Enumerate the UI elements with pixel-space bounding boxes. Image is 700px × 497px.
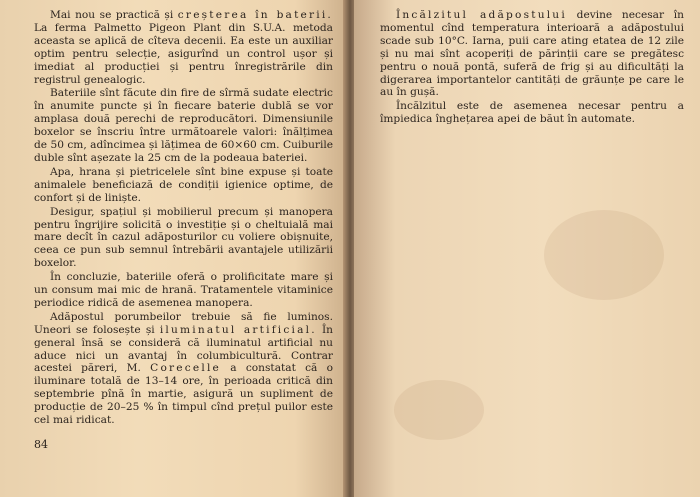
right-paragraph-1: Încălzitul adăpostului devine necesar în momentul cînd temperatura interioară a adăpostului scade sub 10°C. Iarna, puii care ating etatea de 12 zile și nu mai sînt acoperiți de părinții care se pregătesc pentru o nouă pontă, suferă de frig și au dificultăți la digerarea importantelor cantități de grăunțe pe care le au în gușă. (380, 9, 684, 99)
spaced-emphasis: iluminatul artificial. (159, 323, 317, 336)
left-paragraph-5: În concluzie, bateriile oferă o prolificitate mare și un consum mai mic de hrană. Tratamentele vitaminice periodice ridică de asemenea manopera. (34, 271, 333, 309)
left-paragraph-4: Desigur, spațiul și mobilierul precum și manopera pentru îngrijire solicită o investiție și o cheltuială mai mare decît în cazul adăposturilor cu voliere obișnuite, ceea ce pun sub semnul întrebării avantajele utilizării boxelor. (34, 205, 333, 270)
spaced-emphasis: Corecelle (150, 362, 222, 375)
page-number: 84 (34, 438, 48, 451)
left-page-text (34, 9, 333, 427)
right-page-text (380, 9, 684, 126)
paper-stain (544, 210, 664, 300)
right-page (354, 0, 700, 497)
paper-stain (394, 380, 484, 440)
spaced-emphasis: Încălzitul adăpostului (396, 9, 567, 21)
left-paragraph-1: Mai nou se practică și creșterea în baterii. La ferma Palmetto Pigeon Plant din S.U.A. metoda aceasta se aplică de cîteva decenii. Ea este un auxiliar optim pentru selecție, asigurînd un control ușor și imediat al producției și pentru înregistrările din registrul genealogic. (34, 9, 333, 86)
left-paragraph-2: Bateriile sînt făcute din fire de sîrmă sudate electric în anumite puncte și în fiecare baterie dublă se vor amplasa două perechi de reproducători. Dimensiunile boxelor se înscriu între următoarele valori: înălțimea de 50 cm, adîncimea și lățimea de 60×60 cm. Cuiburile duble sînt așezate la 25 cm de la podeaua bateriei. (34, 87, 333, 164)
left-paragraph-3: Apa, hrana și pietricelele sînt bine expuse și toate animalele beneficiază de condiții igienice optime, de confort și de liniște. (34, 165, 333, 204)
right-paragraph-2: Încălzitul este de asemenea necesar pentru a împiedica înghețarea apei de băut în automate. (380, 100, 684, 126)
left-page (0, 0, 347, 497)
spaced-emphasis: creșterea în baterii. (177, 9, 333, 21)
left-paragraph-6: Adăpostul porumbeilor trebuie să fie luminos. Uneori se folosește și iluminatul artificial. În general însă se consideră că iluminatul artificial nu aduce nici un avantaj în columbicultură. Contrar acestei păreri, M. Corecelle a constatat că o iluminare totală de 13–14 ore, în perioada critică din septembrie pînă în martie, asigură un supliment de producție de 20–25 % în timpul cînd prețul puilor este cel mai ridicat. (34, 310, 334, 427)
